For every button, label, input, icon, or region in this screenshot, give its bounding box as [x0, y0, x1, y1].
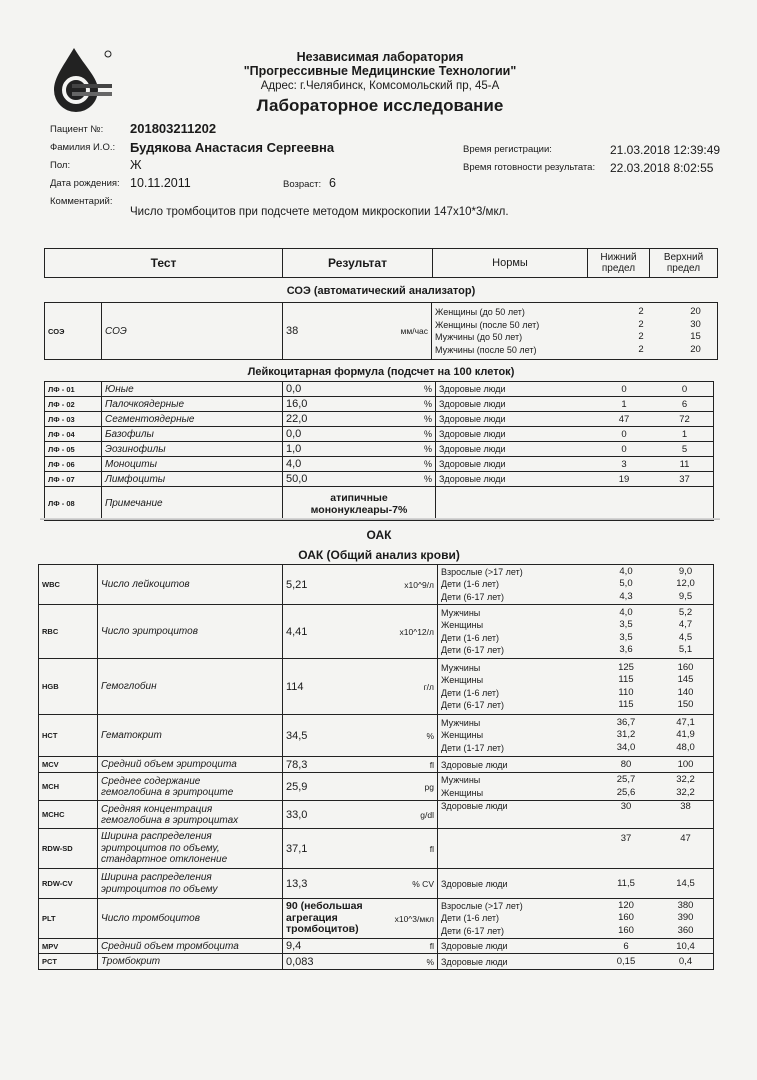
lf-row — [45, 397, 714, 412]
mch-unit: pg — [369, 773, 438, 801]
lab-address: Адрес: г.Челябинск, Комсомольский пр, 45-А — [260, 80, 500, 92]
rbc-low-1: 4,0 — [619, 606, 633, 618]
rbc-norm-4: Дети (6-17 лет) — [441, 645, 505, 655]
rbc-code: RBC — [39, 605, 98, 659]
plt-unit: x10^3/мкл — [369, 899, 438, 939]
lf-low: 0 — [592, 382, 656, 397]
lf-table — [44, 381, 714, 521]
results-header-table — [44, 248, 718, 278]
hgb-high-3: 140 — [677, 686, 694, 698]
plt-low-2: 160 — [618, 912, 634, 924]
rbc-high-2: 4,7 — [678, 619, 693, 630]
soe-high-2: 30 — [690, 318, 701, 330]
soe-table — [44, 302, 718, 360]
mch-code: MCH — [39, 773, 98, 801]
rdwsd-low: 37 — [594, 829, 658, 869]
plt-high-2: 390 — [677, 912, 694, 924]
lf-row — [45, 427, 714, 442]
soe-low-1: 2 — [638, 306, 644, 317]
mcv-high: 100 — [658, 757, 714, 773]
rdwcv-unit: % CV — [369, 869, 438, 899]
rdwcv-norm: Здоровые люди — [438, 869, 595, 899]
lf-norm: Здоровые люди — [436, 397, 593, 412]
lf-note-value: атипичные мононуклеары-7% — [283, 487, 436, 521]
hct-low-3: 34,0 — [616, 741, 636, 753]
mch-low-1: 25,7 — [616, 774, 636, 785]
wbc-high-2: 12,0 — [676, 578, 695, 590]
rdwcv-high: 14,5 — [658, 869, 714, 899]
lf-value: 50,0 — [283, 472, 370, 487]
rbc-high-4: 5,1 — [678, 644, 693, 655]
oak-title: ОАК — [366, 528, 392, 542]
hct-high-2: 41,9 — [676, 729, 695, 741]
hgb-name: Гемоглобин — [98, 659, 283, 715]
lf-unit: % — [369, 427, 436, 442]
patient-dob-label: Дата рождения: — [50, 178, 120, 189]
lf-value: 0,0 — [283, 382, 370, 397]
patient-name: Будякова Анастасия Сергеевна — [130, 140, 335, 155]
lf-norm: Здоровые люди — [436, 412, 593, 427]
mcv-name: Средний объем эритроцита — [98, 757, 283, 773]
col-norms: Нормы — [433, 249, 588, 278]
mch-norm-1: Мужчины — [441, 775, 481, 785]
rdwsd-value: 37,1 — [283, 829, 370, 869]
hgb-high-4: 150 — [677, 699, 694, 710]
ready-time: 22.03.2018 8:02:55 — [610, 161, 714, 175]
rbc-unit: x10^12/л — [369, 605, 438, 659]
col-result: Результат — [283, 249, 433, 278]
lf-unit: % — [369, 397, 436, 412]
mpv-value: 9,4 — [283, 939, 370, 954]
lf-name: Юные — [102, 382, 283, 397]
pct-name: Тромбокрит — [98, 954, 283, 970]
pct-value: 0,083 — [283, 954, 370, 970]
hct-unit: % — [369, 715, 438, 757]
lf-code: ЛФ - 03 — [45, 412, 102, 427]
soe-low-2: 2 — [638, 318, 644, 330]
plt-norm-2: Дети (1-6 лет) — [441, 913, 500, 924]
mchc-code: MCHC — [39, 801, 98, 829]
soe-code: СОЭ — [45, 303, 102, 360]
wbc-low-3: 4,3 — [619, 590, 633, 602]
mchc-unit: g/dl — [369, 801, 438, 829]
plt-low-1: 120 — [618, 899, 634, 911]
lf-row — [45, 472, 714, 487]
mch-high-1: 32,2 — [676, 774, 695, 785]
lf-section-title: Лейкоцитарная формула (подсчет на 100 клеток) — [247, 366, 515, 378]
lf-code: ЛФ - 04 — [45, 427, 102, 442]
rdwsd-code: RDW-SD — [39, 829, 98, 869]
hgb-low-1: 125 — [618, 661, 634, 673]
lf-value: 0,0 — [283, 427, 370, 442]
wbc-norm-2: Дети (1-6 лет) — [441, 579, 500, 590]
col-low: Нижний предел — [588, 249, 650, 278]
lf-norm: Здоровые люди — [436, 472, 593, 487]
lf-low: 0 — [592, 427, 656, 442]
lf-code: ЛФ - 07 — [45, 472, 102, 487]
ready-time-label: Время готовности результата: — [463, 162, 596, 173]
lf-high: 11 — [656, 457, 714, 472]
mch-value: 25,9 — [283, 773, 370, 801]
lab-name-quoted: "Прогрессивные Медицинские Технологии" — [243, 64, 517, 78]
patient-name-label: Фамилия И.О.: — [50, 142, 116, 153]
rbc-value: 4,41 — [283, 605, 370, 659]
pct-unit: % — [369, 954, 438, 970]
hgb-high-1: 160 — [677, 661, 694, 673]
lf-norm: Здоровые люди — [436, 427, 593, 442]
mcv-low: 80 — [594, 757, 658, 773]
hgb-norm-1: Мужчины — [441, 662, 481, 673]
lf-row — [45, 412, 714, 427]
rdwsd-unit: fl — [369, 829, 438, 869]
lf-high: 1 — [656, 427, 714, 442]
lf-code: ЛФ - 02 — [45, 397, 102, 412]
rdwcv-code: RDW-CV — [39, 869, 98, 899]
lf-name: Эозинофилы — [102, 442, 283, 457]
mcv-norm: Здоровые люди — [438, 757, 595, 773]
mch-high-2: 32,2 — [676, 786, 695, 798]
rdwcv-name-2: эритроцитов по объему — [101, 883, 218, 895]
hgb-low-3: 110 — [618, 686, 634, 698]
hgb-low-2: 115 — [618, 674, 634, 685]
mchc-high: 38 — [658, 801, 714, 829]
mpv-low: 6 — [594, 939, 658, 954]
lf-norm: Здоровые люди — [436, 457, 593, 472]
rbc-low-2: 3,5 — [619, 619, 633, 630]
wbc-code: WBC — [39, 565, 98, 605]
mch-low-2: 25,6 — [616, 786, 636, 798]
lf-high: 37 — [656, 472, 714, 487]
comment-text: Число тромбоцитов при подсчете методом микроскопии 147х10*3/мкл. — [130, 206, 509, 218]
hct-high-1: 47,1 — [676, 716, 695, 728]
hgb-low-4: 115 — [618, 699, 634, 710]
hct-low-1: 36,7 — [616, 716, 636, 728]
lf-value: 4,0 — [283, 457, 370, 472]
lf-unit: % — [369, 442, 436, 457]
soe-norm-3: Мужчины (до 50 лет) — [435, 332, 523, 342]
oak-table — [38, 564, 714, 970]
lf-low: 47 — [592, 412, 656, 427]
soe-section-title: СОЭ (автоматический анализатор) — [286, 285, 476, 297]
soe-low-3: 2 — [638, 331, 644, 342]
plt-high-1: 380 — [677, 899, 694, 911]
soe-high-3: 15 — [690, 331, 701, 342]
lf-unit: % — [369, 412, 436, 427]
document-title: Лабораторное исследование — [256, 96, 504, 115]
plt-name: Число тромбоцитов — [98, 899, 283, 939]
mpv-high: 10,4 — [658, 939, 714, 954]
registration-time: 21.03.2018 12:39:49 — [610, 143, 721, 157]
lf-note-code: ЛФ - 08 — [45, 487, 102, 521]
patient-sex-label: Пол: — [50, 160, 71, 171]
oak-subtitle: ОАК (Общий анализ крови) — [298, 548, 460, 562]
lf-row — [45, 442, 714, 457]
wbc-unit: x10^9/л — [369, 565, 438, 605]
lf-value: 22,0 — [283, 412, 370, 427]
rdwcv-low: 11,5 — [594, 869, 658, 899]
lf-unit: % — [369, 457, 436, 472]
lf-code: ЛФ - 05 — [45, 442, 102, 457]
lf-low: 0 — [592, 442, 656, 457]
rdwcv-name-1: Ширина распределения — [101, 872, 212, 883]
pct-norm: Здоровые люди — [438, 954, 595, 970]
soe-high-1: 20 — [690, 306, 701, 317]
hct-low-2: 31,2 — [616, 729, 636, 741]
rbc-norm-1: Мужчины — [441, 607, 481, 618]
rdwsd-name-1: Ширина распределения — [101, 831, 212, 843]
hgb-code: HGB — [39, 659, 98, 715]
lf-name: Лимфоциты — [102, 472, 283, 487]
pct-code: PCT — [39, 954, 98, 970]
lf-high: 5 — [656, 442, 714, 457]
page-fold — [40, 518, 720, 520]
hgb-norm-3: Дети (1-6 лет) — [441, 687, 500, 698]
wbc-norm-1: Взрослые (>17 лет) — [441, 566, 523, 577]
soe-low-4: 2 — [638, 343, 644, 355]
wbc-low-2: 5,0 — [619, 578, 633, 590]
pct-low: 0,15 — [594, 954, 658, 970]
mchc-value: 33,0 — [283, 801, 370, 829]
hgb-high-2: 145 — [677, 674, 694, 685]
hct-high-3: 48,0 — [676, 741, 695, 753]
lf-row — [45, 457, 714, 472]
lf-norm: Здоровые люди — [436, 382, 593, 397]
lf-unit: % — [369, 382, 436, 397]
plt-value-2: агрегация — [286, 911, 338, 924]
plt-norm-1: Взрослые (>17 лет) — [441, 900, 523, 911]
mpv-code: MPV — [39, 939, 98, 954]
soe-norm-1: Женщины (до 50 лет) — [435, 307, 525, 317]
rbc-high-1: 5,2 — [678, 606, 693, 618]
wbc-name: Число лейкоцитов — [98, 565, 283, 605]
mch-name-1: Среднее содержание — [101, 775, 201, 787]
col-high: Верхний предел — [650, 249, 718, 278]
rbc-norm-2: Женщины — [441, 620, 484, 630]
lf-name: Сегментоядерные — [102, 412, 283, 427]
wbc-value: 5,21 — [283, 565, 370, 605]
patient-age: 6 — [329, 176, 336, 190]
hgb-unit: г/л — [369, 659, 438, 715]
comment-label: Комментарий: — [50, 196, 113, 207]
rdwsd-norm-empty — [438, 829, 595, 869]
soe-name: СОЭ — [102, 303, 283, 360]
rbc-high-3: 4,5 — [678, 631, 693, 643]
rbc-name: Число эритроцитов — [98, 605, 283, 659]
patient-id-label: Пациент №: — [50, 124, 104, 135]
mpv-name: Средний объем тромбоцита — [98, 939, 283, 954]
hct-norm-1: Мужчины — [441, 717, 481, 728]
plt-norm-3: Дети (6-17 лет) — [441, 925, 505, 936]
hgb-value: 114 — [283, 659, 370, 715]
lf-high: 72 — [656, 412, 714, 427]
soe-norm-2: Женщины (после 50 лет) — [435, 319, 540, 330]
plt-value-1: 90 (небольшая — [286, 900, 363, 913]
mpv-unit: fl — [369, 939, 438, 954]
lf-note-name: Примечание — [102, 487, 283, 521]
soe-norm-4: Мужчины (после 50 лет) — [435, 344, 537, 355]
wbc-high-3: 9,5 — [678, 590, 693, 602]
lf-name: Моноциты — [102, 457, 283, 472]
lf-unit: % — [369, 472, 436, 487]
mpv-norm: Здоровые люди — [438, 939, 595, 954]
patient-dob: 10.11.2011 — [130, 176, 191, 190]
lf-value: 1,0 — [283, 442, 370, 457]
mch-name-2: гемоглобина в эритроците — [101, 786, 234, 798]
rbc-norm-3: Дети (1-6 лет) — [441, 632, 500, 643]
lf-name: Палочкоядерные — [102, 397, 283, 412]
mch-norm-2: Женщины — [441, 787, 484, 798]
lf-high: 0 — [656, 382, 714, 397]
mcv-unit: fl — [369, 757, 438, 773]
lf-low: 1 — [592, 397, 656, 412]
rdwsd-name-2: эритроцитов по объему, — [101, 842, 220, 854]
lf-note-empty — [436, 487, 714, 521]
lf-high: 6 — [656, 397, 714, 412]
col-test: Тест — [45, 249, 283, 278]
lf-norm: Здоровые люди — [436, 442, 593, 457]
lf-name: Базофилы — [102, 427, 283, 442]
soe-value: 38 — [283, 303, 350, 360]
lf-code: ЛФ - 06 — [45, 457, 102, 472]
hct-code: HCT — [39, 715, 98, 757]
soe-unit: мм/час — [349, 303, 432, 360]
hct-value: 34,5 — [283, 715, 370, 757]
lf-low: 19 — [592, 472, 656, 487]
mchc-name-2: гемоглобина в эритроцитах — [101, 814, 239, 826]
plt-value-3: тромбоцитов) — [286, 923, 359, 936]
rbc-low-4: 3,6 — [619, 644, 633, 655]
lab-name: Независимая лаборатория — [296, 50, 464, 64]
pct-high: 0,4 — [658, 954, 714, 970]
mcv-code: MCV — [39, 757, 98, 773]
soe-high-4: 20 — [690, 343, 701, 355]
mcv-value: 78,3 — [283, 757, 370, 773]
wbc-high-1: 9,0 — [678, 565, 693, 577]
hct-name: Гематокрит — [98, 715, 283, 757]
hct-norm-2: Женщины — [441, 730, 484, 741]
rdwsd-name-3: стандартное отклонение — [101, 854, 228, 866]
hgb-norm-2: Женщины — [441, 675, 484, 685]
rdwcv-value: 13,3 — [283, 869, 370, 899]
lab-logo-icon — [48, 44, 120, 116]
rdwsd-high: 47 — [658, 829, 714, 869]
wbc-low-1: 4,0 — [619, 565, 633, 577]
plt-high-3: 360 — [677, 924, 694, 936]
lf-value: 16,0 — [283, 397, 370, 412]
mchc-low: 30 — [594, 801, 658, 829]
lf-row — [45, 382, 714, 397]
registration-time-label: Время регистрации: — [463, 144, 552, 155]
patient-age-label: Возраст: — [283, 179, 322, 190]
patient-id: 201803211202 — [130, 121, 217, 136]
mchc-name-1: Средняя концентрация — [101, 803, 213, 815]
patient-sex: Ж — [130, 158, 142, 172]
plt-code: PLT — [39, 899, 98, 939]
lf-code: ЛФ - 01 — [45, 382, 102, 397]
hct-norm-3: Дети (1-17 лет) — [441, 742, 505, 753]
rbc-low-3: 3,5 — [619, 631, 633, 643]
plt-low-3: 160 — [618, 924, 634, 936]
mchc-norm: Здоровые люди — [438, 801, 595, 829]
lf-low: 3 — [592, 457, 656, 472]
hgb-norm-4: Дети (6-17 лет) — [441, 700, 505, 710]
wbc-norm-3: Дети (6-17 лет) — [441, 591, 505, 602]
